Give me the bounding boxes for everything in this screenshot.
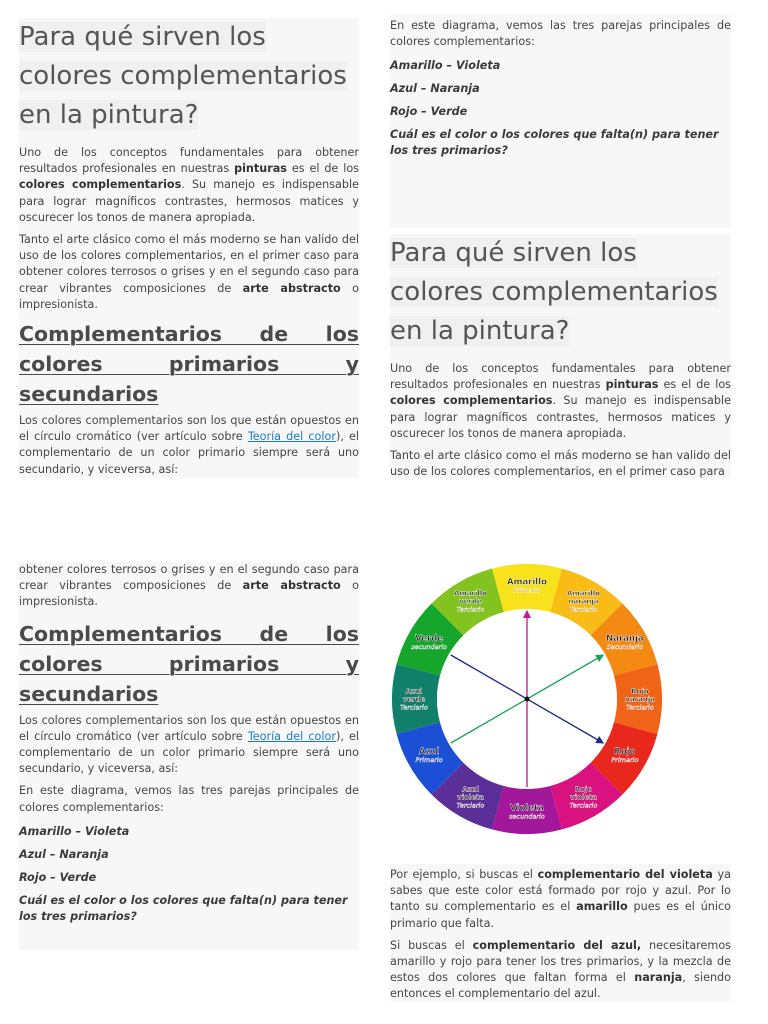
wheel-segment-label: Azul [462,785,479,794]
wheel-segment-sublabel: Primario [415,756,443,764]
wheel-segment-label: naranja [625,695,655,704]
wheel-segment-label: Azul [418,747,440,757]
color-wheel [390,562,666,836]
wheel-center-dot [525,697,530,702]
wheel-segment-label: naranja [568,597,599,606]
arte-paragraph-start: Tanto el arte clásico como el más moderno se han valido del uso de los colores complementarios, en el primer caso para [390,449,731,479]
wheel-segment-label: Azul [405,687,423,696]
article-panel-right-middle [390,234,731,478]
question-text-repeat: Cuál es el color o los colores que falta(n) para tener los tres primarios? [19,893,348,923]
page-title: Para qué sirven los colores complementarios en la pintura? [19,22,347,130]
opuestos-paragraph-repeat: Los colores complementarios son los que están opuestos en el círculo cromático (ver artículo sobre Teoría del color), el complementario de un color primario siempre será uno secundario, y viceversa, así: [19,713,359,776]
question-text: Cuál es el color o los colores que falta(n) para tener los tres primarios? [390,128,719,158]
page-title-repeat: Para qué sirven los colores complementarios en la pintura? [390,238,718,346]
article-panel-top-left [19,18,359,478]
arte-paragraph: Tanto el arte clásico como el más moderno se han valido del uso de los colores complementarios, en el primer caso para obtener colores terrosos o grises y en el segundo caso para crear vibrantes composiciones de arte abstracto o impresionista. [19,233,359,311]
wheel-segment-label: verde [459,597,482,606]
pair-amarillo-violeta: Amarillo – Violeta [390,59,501,73]
intro-paragraph-repeat: Uno de los conceptos fundamentales para obtener resultados profesionales en nuestras pinturas es el de los colores complementarios. Su manejo es indispensable para lograr magníficos contrastes, hermosos matices y oscurecer los tonos de manera apropiada. [390,362,731,440]
diagram-paragraph-repeat: En este diagrama, vemos las tres parejas principales de colores complementarios: [19,784,359,814]
azul-paragraph: Si buscas el complementario del azul, necesitaremos amarillo y rojo para tener los tres primarios, y la mezcla de estos dos colores que faltan forma el naranja, siendo entonces el complementario del azul. [390,938,731,1001]
wheel-segment-label: Verde [415,634,444,644]
color-wheel-figure [390,562,666,836]
wheel-segment-sublabel: Terciario [626,703,654,712]
wheel-segment-label: Rojo [574,785,593,794]
section-heading-repeat: Complementarios de los colores primarios y secundarios [19,621,359,706]
wheel-segment-sublabel: Terciario [569,801,598,810]
teoria-color-link[interactable]: Teoría del color [247,430,336,444]
wheel-segment-label: Amarillo [567,589,600,598]
wheel-segment-sublabel: Terciario [569,605,598,614]
wheel-segment-label: violeta [457,793,484,802]
opuestos-paragraph: Los colores complementarios son los que están opuestos en el círculo cromático (ver artículo sobre Teoría del color), el complementario de un color primario siempre será uno secundario, y viceversa, así: [19,414,359,476]
wheel-segment-label: Rojo [631,687,649,696]
wheel-segment-label: Rojo [614,747,636,757]
pair-rojo-verde: Rojo – Verde [390,105,468,119]
teoria-color-link-repeat[interactable]: Teoría del color [247,729,336,743]
wheel-segment-sublabel: Terciario [400,703,428,712]
wheel-segment-sublabel: Terciario [456,605,485,614]
pair-azul-naranja-repeat: Azul – Naranja [19,847,109,861]
wheel-segment-label: Violeta [510,803,544,814]
pair-amarillo-violeta-repeat: Amarillo – Violeta [19,824,130,838]
wheel-segment-sublabel: secundario [509,812,545,821]
wheel-segment-sublabel: Secundario [606,643,644,651]
wheel-segment-sublabel: Primario [611,756,639,764]
arte-paragraph-cont: obtener colores terrosos o grises y en el segundo caso para crear vibrantes composiciones de arte abstracto o impresionista. [19,563,359,609]
ejemplo-paragraph: Por ejemplo, si buscas el complementario del violeta ya sabes que este color está formado por rojo y azul. Por lo tanto su complementario es el amarillo pues es el único primario que falta. [390,868,731,930]
pair-rojo-verde-repeat: Rojo – Verde [19,870,97,884]
diagram-paragraph: En este diagrama, vemos las tres parejas principales de colores complementarios: [390,19,731,49]
wheel-segment-sublabel: Primario [513,586,541,595]
article-panel-bottom-right [390,864,731,1002]
wheel-segment-label: violeta [570,793,597,802]
article-panel-top-right [390,14,731,228]
pair-azul-naranja: Azul – Naranja [390,82,480,96]
section-heading: Complementarios de los colores primarios y secundarios [19,322,359,407]
wheel-segment-label: Amarillo [454,589,487,598]
wheel-segment-sublabel: Terciario [456,801,485,810]
wheel-segment-label: Naranja [606,634,644,644]
wheel-segment-label: verde [402,695,426,704]
wheel-segment-sublabel: secundario [411,643,448,651]
article-panel-bottom-left [19,562,359,950]
intro-paragraph: Uno de los conceptos fundamentales para obtener resultados profesionales en nuestras pinturas es el de los colores complementarios. Su manejo es indispensable para lograr magníficos contrastes, hermosos matices y oscurecer los tonos de manera apropiada. [19,146,359,224]
wheel-segment-label: Amarillo [507,577,547,588]
